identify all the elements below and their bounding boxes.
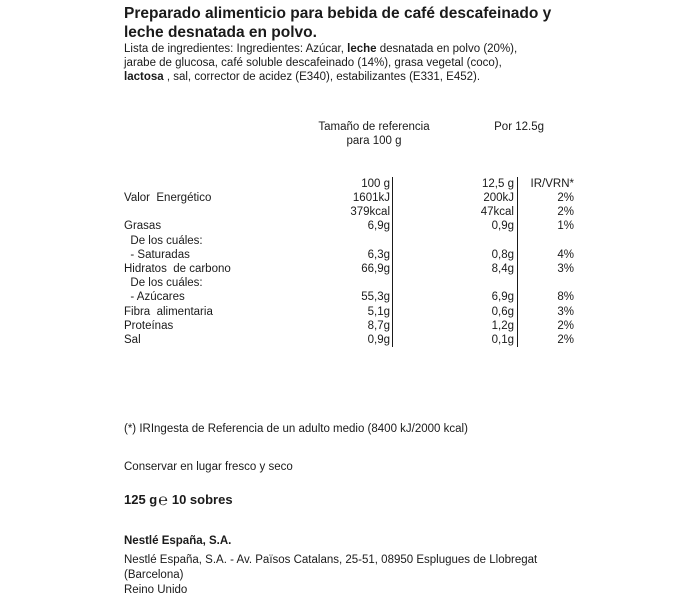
value-per-portion: 8,4g <box>491 263 514 275</box>
allergen-lactosa: lactosa <box>124 71 164 83</box>
nutrient-label: De los cuáles: <box>124 277 203 290</box>
value-per-100g: 1601kJ <box>352 192 390 204</box>
ingredients-text: , sal, corrector de acidez (E340), estabilizantes (E331, E452). <box>163 71 481 83</box>
value-per-portion: 0,1g <box>491 334 514 346</box>
col-ir-header: IR/VRN* <box>530 178 574 190</box>
value-per-portion: 0,8g <box>491 248 514 261</box>
value-per-100g: 55,3g <box>361 291 390 304</box>
allergen-leche: leche <box>347 43 377 55</box>
value-per-100g: 66,9g <box>361 263 390 275</box>
nutrient-label: De los cuáles: <box>124 234 203 247</box>
header-reference-size <box>304 120 444 148</box>
reference-intake-percent: 1% <box>557 220 574 233</box>
reference-intake-percent: 3% <box>557 263 574 275</box>
nutrient-label: - Saturadas <box>124 248 190 261</box>
title-line-1: Preparado alimenticio para bebida de café descafeinado y <box>124 5 552 22</box>
value-per-portion: 0,6g <box>491 305 514 318</box>
value-per-100g: 5,1g <box>367 305 390 318</box>
ingredients-text: desnatada en polvo (20%), <box>376 43 518 55</box>
product-title <box>124 4 584 42</box>
table-row <box>124 305 576 319</box>
table-row <box>124 191 576 205</box>
ingredients-line-2: jarabe de glucosa, café soluble descafeinado (14%), grasa vegetal (coco), <box>124 57 502 69</box>
value-per-100g: 8,7g <box>367 319 390 332</box>
company-name: Nestlé España, S.A. <box>124 535 232 547</box>
ingredients-text: Lista de ingredientes: Ingredientes: Azúcar, <box>124 43 348 55</box>
column-divider-1 <box>392 177 393 347</box>
reference-intake-note: (*) IRIngesta de Referencia de un adulto medio (8400 kJ/2000 kcal) <box>124 423 468 435</box>
table-row <box>124 333 576 347</box>
address-line-1: Nestlé España, S.A. - Av. Països Catalans, 25-51, 08950 Esplugues de Llobregat <box>124 554 538 566</box>
ingredients-line-1 <box>124 42 574 56</box>
reference-intake-percent: 2% <box>557 334 574 346</box>
value-per-100g: 0,9g <box>367 334 390 346</box>
table-row <box>124 319 576 333</box>
table-row <box>124 248 576 262</box>
nutrient-label: Fibra alimentaria <box>124 305 213 318</box>
title-line-2: leche desnatada en polvo. <box>124 24 317 41</box>
value-per-portion: 6,9g <box>491 291 514 304</box>
value-per-100g: 6,9g <box>367 220 390 233</box>
reference-intake-percent: 8% <box>557 291 574 304</box>
estimated-sign-icon: ℮ <box>158 492 168 509</box>
table-row <box>124 262 576 276</box>
company-address <box>124 553 554 598</box>
address-line-3: Reino Unido <box>124 584 188 596</box>
ingredients-list <box>124 42 574 84</box>
table-row <box>124 205 576 219</box>
value-per-portion: 47kcal <box>480 206 514 219</box>
value-per-portion: 1,2g <box>491 319 514 332</box>
nutrient-label: Proteínas <box>124 319 174 332</box>
reference-intake-percent: 3% <box>557 305 574 318</box>
nutrient-label: Valor Energético <box>124 192 212 204</box>
table-row <box>124 234 576 248</box>
nutrient-label: Grasas <box>124 220 162 233</box>
table-row <box>124 219 576 233</box>
nutrient-label: - Azúcares <box>124 291 185 304</box>
header-portion: Por 12.5g <box>494 121 544 133</box>
nutrient-label: Hidratos de carbono <box>124 263 231 275</box>
reference-intake-percent: 2% <box>557 192 574 204</box>
address-line-2: (Barcelona) <box>124 569 184 581</box>
net-weight-value: 125 g <box>124 492 158 507</box>
value-per-100g: 379kcal <box>350 206 390 219</box>
reference-intake-percent: 4% <box>557 248 574 261</box>
header-reference-line-1: Tamaño de referencia <box>318 121 430 133</box>
col-portion-header: 12,5 g <box>482 178 514 190</box>
value-per-portion: 200kJ <box>483 192 514 204</box>
reference-intake-percent: 2% <box>557 206 574 219</box>
net-weight <box>124 492 233 510</box>
nutrient-label: Sal <box>124 334 141 346</box>
table-row <box>124 276 576 290</box>
reference-intake-percent: 2% <box>557 319 574 332</box>
column-headers-row <box>124 177 576 191</box>
storage-instructions: Conservar en lugar fresco y seco <box>124 461 293 473</box>
value-per-100g: 6,3g <box>367 248 390 261</box>
sachet-count: 10 sobres <box>171 492 233 507</box>
column-divider-2 <box>517 177 518 347</box>
col-100g-header: 100 g <box>361 178 390 190</box>
table-row <box>124 290 576 304</box>
value-per-portion: 0,9g <box>491 220 514 233</box>
ingredients-line-3 <box>124 70 574 84</box>
header-reference-line-2: para 100 g <box>346 135 402 147</box>
